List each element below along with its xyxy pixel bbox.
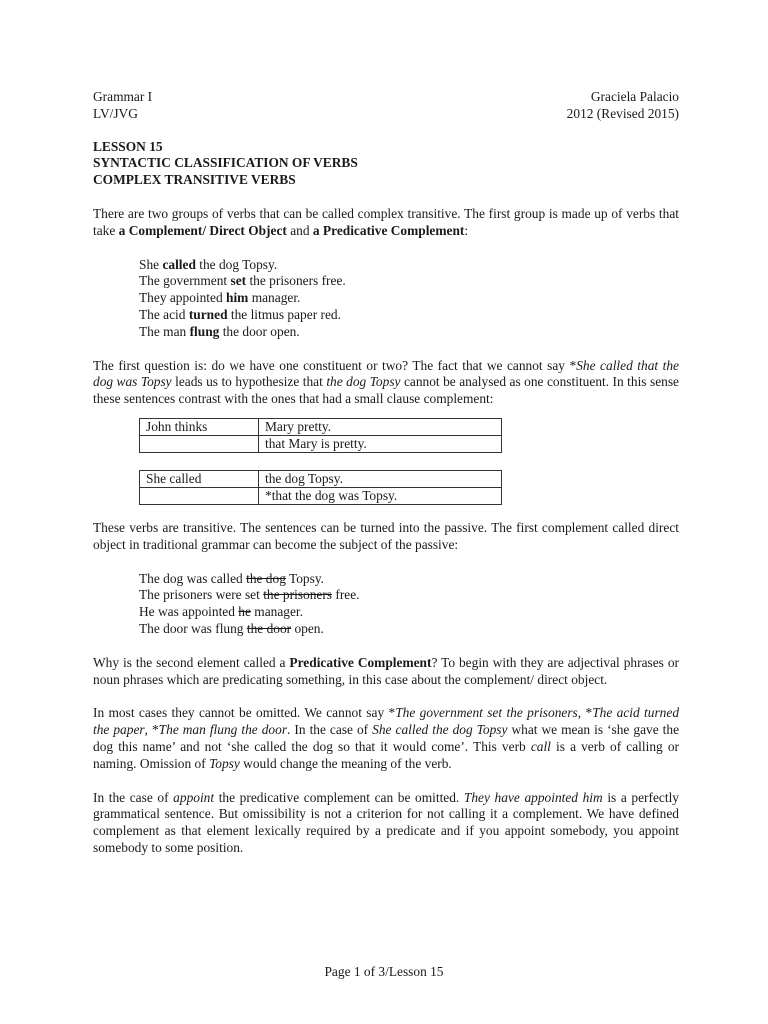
paragraph-appoint: In the case of appoint the predicative complement can be omitted. They have appointed him is a perfectly grammatical sentence. But omissibility is not a criterion for not calling it a complement. We have defined complement as that element lexically required by a predicate and if you appoint somebody, you appoint somebody to some position.: [93, 789, 679, 855]
table-row: [140, 470, 502, 487]
section-title-2: COMPLEX TRANSITIVE VERBS: [93, 172, 296, 188]
course-name: Grammar I: [93, 89, 153, 104]
table-cell: [140, 487, 259, 504]
example-sentence: The prisoners were set the prisoners free.: [139, 587, 360, 603]
table-cell: She called: [140, 470, 259, 487]
table-cell: [140, 435, 259, 452]
table-cell: the dog Topsy.: [259, 470, 502, 487]
table-row: [140, 487, 502, 504]
header-row-2: [93, 106, 679, 123]
examples-active: [139, 257, 679, 341]
example-sentence: The government set the prisoners free.: [139, 273, 346, 289]
author-name: Graciela Palacio: [590, 89, 679, 104]
paragraph-constituents: The first question is: do we have one constituent or two? The fact that we cannot say *She called that the dog was Topsy leads us to hypothesize that the dog Topsy cannot be analysed as one constituent. In this sense these sentences contrast with the ones that had a small clause complement:: [93, 357, 679, 407]
example-sentence: The door was flung the door open.: [139, 620, 324, 636]
example-sentence: The acid turned the litmus paper red.: [139, 306, 341, 322]
lesson-title: LESSON 15: [93, 138, 163, 154]
intro-paragraph: There are two groups of verbs that can be called complex transitive. The first group is made up of verbs that take a Complement/ Direct Object and a Predicative Complement:: [93, 205, 679, 238]
course-code: LV/JVG: [93, 105, 138, 121]
page-footer: Page 1 of 3/Lesson 15: [324, 964, 444, 979]
header-row-1: [93, 89, 679, 106]
example-sentence: They appointed him manager.: [139, 290, 301, 306]
year-revised: 2012 (Revised 2015): [566, 105, 679, 121]
document-page: [93, 89, 679, 857]
paragraph-predicative: Why is the second element called a Predicative Complement? To begin with they are adjectival phrases or noun phrases which are predicating something, in this case about the complement/ direct object.: [93, 654, 679, 687]
example-sentence: The dog was called the dog Topsy.: [139, 570, 325, 586]
examples-passive: [139, 571, 679, 638]
paragraph-passive: These verbs are transitive. The sentences can be turned into the passive. The first complement called direct object in traditional grammar can become the subject of the passive:: [93, 519, 679, 552]
table-row: [140, 418, 502, 435]
table-row: [140, 435, 502, 452]
table-cell: Mary pretty.: [259, 418, 502, 435]
example-sentence: He was appointed he manager.: [139, 604, 303, 620]
example-sentence: The man flung the door open.: [139, 323, 300, 339]
table-cell: that Mary is pretty.: [259, 435, 502, 452]
section-title-1: SYNTACTIC CLASSIFICATION OF VERBS: [93, 155, 358, 171]
table-cell: *that the dog was Topsy.: [259, 487, 502, 504]
table-cell: John thinks: [140, 418, 259, 435]
example-sentence: She called the dog Topsy.: [139, 256, 278, 272]
small-clause-table: [139, 418, 502, 453]
paragraph-omission: In most cases they cannot be omitted. We cannot say *The government set the prisoners, *The acid turned the paper, *The man flung the door. In the case of She called the dog Topsy what we mean is ‘she gave the dog this name’ and not ‘she called the dog so that it would come’. This verb call is a verb of calling or naming. Omission of Topsy would change the meaning of the verb.: [93, 705, 680, 771]
complex-transitive-table: [139, 470, 502, 505]
